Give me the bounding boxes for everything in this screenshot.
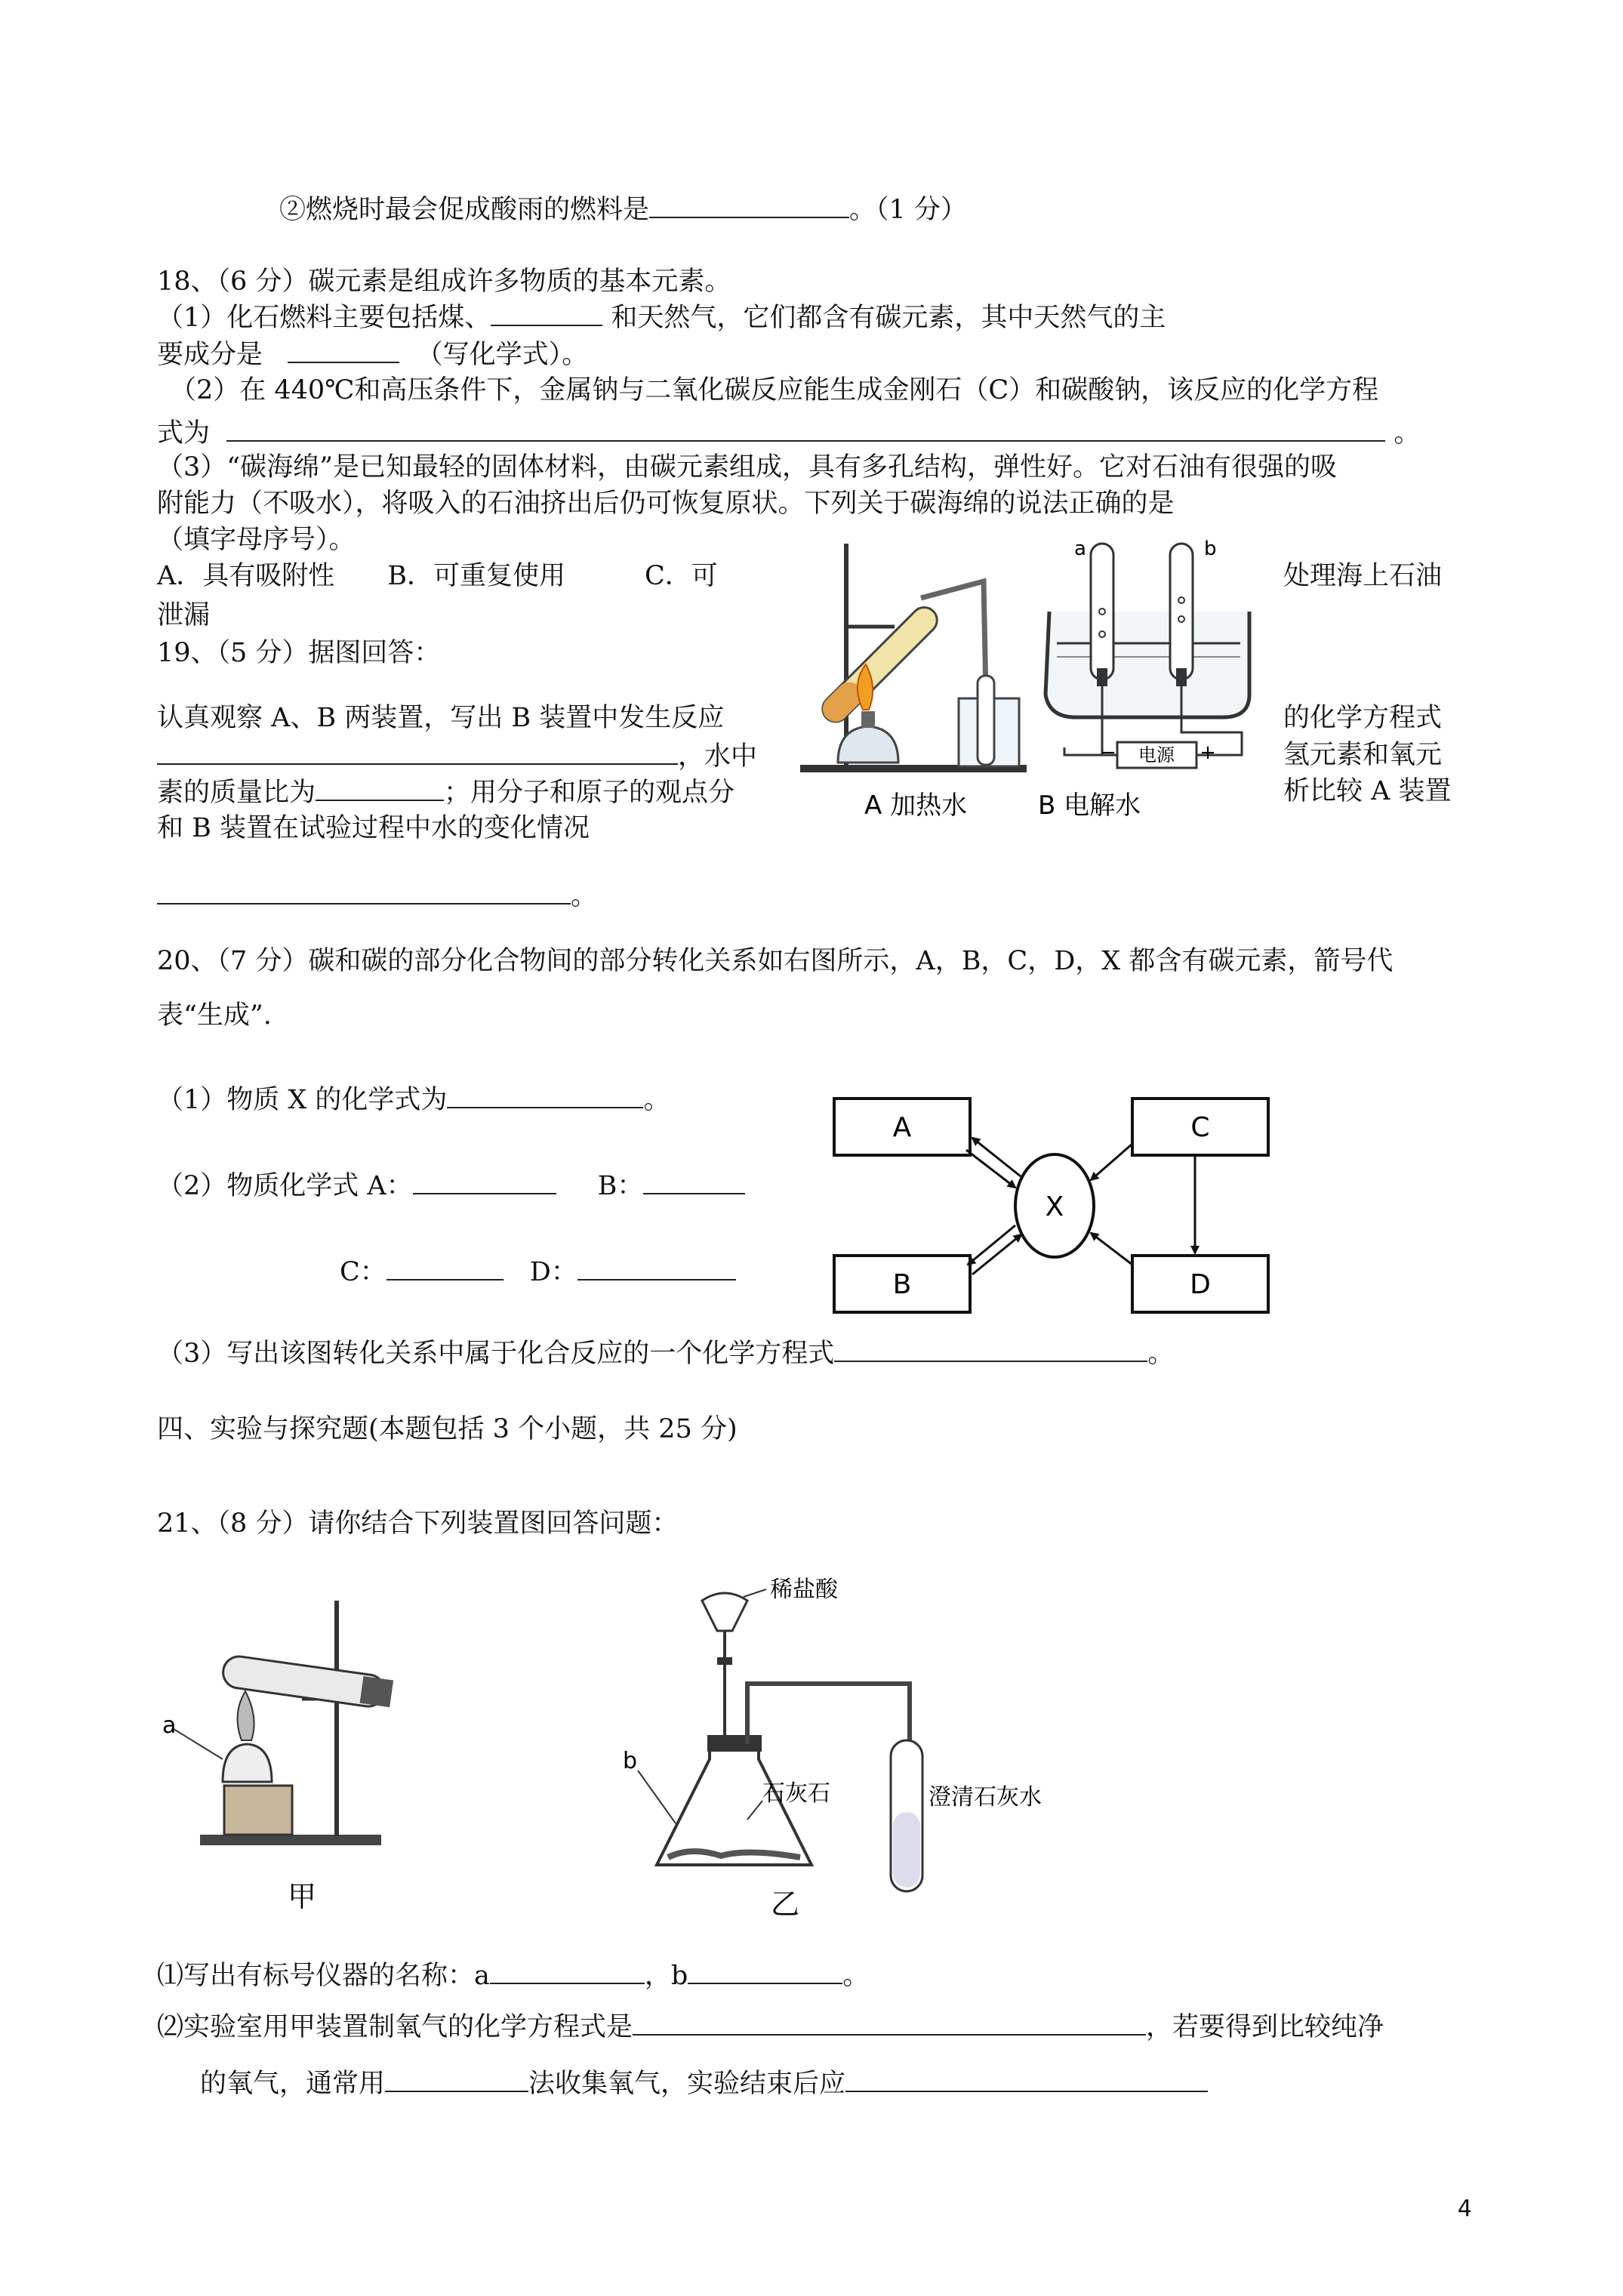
q21-p2-text: ⑵实验室用甲装置制氧气的化学方程式是: [157, 2012, 633, 2042]
answer-blank[interactable]: [633, 2008, 1146, 2036]
q20-p2-row2: [340, 1253, 736, 1290]
label-limewater: 澄清石灰水: [929, 1784, 1042, 1811]
power-plus-label: +: [1200, 741, 1216, 764]
q19-header: 19、（5 分）据图回答：: [157, 638, 441, 668]
q21-p2-text3: 的氧气，通常用: [200, 2069, 386, 2099]
electrolysis-apparatus-figure: [1046, 538, 1249, 768]
page-number: 4: [1457, 2196, 1472, 2222]
answer-blank[interactable]: [387, 1253, 504, 1281]
q18-p1-text4: （写化学式）。: [416, 340, 589, 370]
q21-p1: [157, 1957, 869, 1993]
node-x-label: X: [1045, 1191, 1064, 1222]
label-a: a: [162, 1712, 177, 1739]
conversion-diagram: [830, 1091, 1276, 1321]
q20-p2-text: （2）物质化学式 A：: [157, 1171, 413, 1201]
q19-line5: [157, 877, 597, 914]
q18-options-right: 处理海上石油: [1283, 561, 1443, 591]
arrow-d-to-x: [1091, 1233, 1132, 1265]
tube-b-label: b: [1204, 538, 1217, 560]
q17-item2: [279, 191, 967, 227]
q18-p1-text: （1）化石燃料主要包括煤、: [157, 303, 491, 333]
caption-yi: 乙: [770, 1888, 800, 1921]
q20-p3-end: 。: [1147, 1339, 1175, 1369]
answer-blank[interactable]: [157, 877, 571, 905]
answer-blank[interactable]: [385, 2065, 528, 2092]
q20-p2-label-d: D：: [529, 1257, 577, 1287]
q19-line1: 认真观察 A、B 两装置，写出 B 装置中发生反应: [157, 703, 725, 733]
answer-blank[interactable]: [157, 738, 678, 765]
q19-line3-text: 素的质量比为: [157, 778, 316, 808]
tube-a-label: a: [1074, 538, 1086, 560]
q21-p2-row2: [200, 2065, 1208, 2101]
q19-line3: [157, 774, 735, 810]
q21-p1-text: ⑴写出有标号仪器的名称：a: [157, 1961, 490, 1991]
answer-blank[interactable]: [447, 1081, 643, 1108]
caption-jia: 甲: [287, 1880, 317, 1913]
q18-options-cont: 泄漏: [157, 600, 211, 630]
q19-line3-text2: ；用分子和原子的观点分: [444, 778, 735, 808]
q18-p2-line1: （2）在 440℃和高压条件下，金属钠与二氧化碳反应能生成金刚石（C）和碳酸钠，该反应的化学方程: [170, 375, 1379, 405]
q17-item2-end: 。（1 分）: [849, 195, 967, 225]
q19-line5-end: 。: [571, 881, 598, 911]
arrow-a-to-x: [966, 1150, 1015, 1188]
q19-line4: 和 B 装置在试验过程中水的变化情况: [157, 813, 590, 843]
q20-p2-label-c: C：: [340, 1257, 387, 1287]
power-minus-label: −: [1100, 741, 1116, 764]
q18-p2-text: 式为: [157, 418, 219, 448]
q20-p2-label-b: B：: [597, 1171, 644, 1201]
q18-p2-line2: [157, 415, 1420, 451]
q18-p3-line2: 附能力（不吸水），将吸入的石油挤出后仍可恢复原状。下列关于碳海绵的说法正确的是: [157, 488, 1175, 519]
section-4-heading: 四、实验与探究题(本题包括 3 个小题，共 25 分): [157, 1414, 738, 1444]
q18-p1-text3: 要成分是: [157, 340, 272, 370]
q20-p2: [157, 1167, 745, 1203]
q21-header: 21、（8 分）请你结合下列装置图回答问题：: [157, 1509, 679, 1539]
q20-p3: [157, 1335, 1174, 1371]
q21-p2-text2: ，若要得到比较纯净: [1146, 2012, 1384, 2042]
q19-figure: [796, 529, 1272, 831]
power-label: 电源: [1138, 744, 1175, 766]
figure-a-caption: A 加热水: [864, 791, 968, 821]
q18-p3-line3: （填字母序号）。: [157, 525, 356, 555]
node-c-label: C: [1190, 1112, 1210, 1143]
q20-p3-text: （3）写出该图转化关系中属于化合反应的一个化学方程式: [157, 1339, 835, 1369]
label-limestone: 石灰石: [762, 1780, 830, 1807]
answer-blank[interactable]: [413, 1167, 556, 1194]
label-b: b: [623, 1748, 638, 1774]
q18-header: 18、（6 分）碳元素是组成许多物质的基本元素。: [157, 267, 731, 297]
q21-p2-text4: 法收集氧气，实验结束后应: [528, 2069, 846, 2099]
q21-p1-text2: ，b: [644, 1961, 688, 1991]
q19-line2-text: ，水中: [678, 741, 758, 772]
q18-p1-line1: [157, 299, 1166, 335]
arrow-x-to-a: [972, 1138, 1021, 1176]
q19-line2: [157, 738, 757, 774]
answer-blank[interactable]: [577, 1253, 736, 1281]
answer-blank[interactable]: [491, 299, 602, 326]
q20-p1: [157, 1081, 670, 1117]
q20-p1-end: 。: [643, 1085, 670, 1115]
node-b-label: B: [892, 1269, 912, 1300]
q21-figure: [162, 1570, 1042, 1925]
node-d-label: D: [1190, 1269, 1211, 1300]
answer-blank[interactable]: [316, 774, 444, 801]
q20-header-1: 20、（7 分）碳和碳的部分化合物间的部分转化关系如右图所示，A，B，C，D，X 都含有碳元素，箭号代: [157, 946, 1394, 976]
q18-p1-line2: [157, 336, 588, 372]
apparatus-jia-figure: [162, 1601, 394, 1913]
q19-line3-right: 析比较 A 装置: [1283, 776, 1452, 806]
q18-p2-end: 。: [1394, 418, 1421, 448]
q17-item2-text: ②燃烧时最会促成酸雨的燃料是: [279, 195, 650, 225]
answer-blank[interactable]: [688, 1957, 842, 1984]
q21-p2: [157, 2008, 1384, 2045]
q18-p1-text2: 和天然气，它们都含有碳元素，其中天然气的主: [602, 303, 1166, 333]
answer-blank[interactable]: [643, 1167, 745, 1194]
label-hydrochloric-acid: 稀盐酸: [770, 1576, 838, 1603]
arrow-c-to-x: [1091, 1144, 1132, 1180]
answer-blank[interactable]: [226, 415, 1385, 442]
node-a-label: A: [892, 1112, 912, 1143]
answer-blank[interactable]: [834, 1335, 1147, 1362]
apparatus-yi-figure: [623, 1576, 1042, 1921]
q21-p1-end: 。: [842, 1961, 870, 1991]
q18-options: A．具有吸附性 B．可重复使用 C．可: [157, 561, 718, 591]
q19-line2-right: 氢元素和氧元: [1283, 740, 1443, 770]
figure-b-caption: B 电解水: [1038, 791, 1141, 821]
answer-blank[interactable]: [490, 1957, 645, 1984]
heating-apparatus-figure: [800, 544, 1027, 772]
answer-blank[interactable]: [649, 191, 849, 218]
answer-blank[interactable]: [288, 336, 399, 363]
q18-p3-line1: （3）“碳海绵”是已知最轻的固体材料，由碳元素组成，具有多孔结构，弹性好。它对石油有很强的吸: [157, 452, 1338, 482]
answer-blank[interactable]: [845, 2065, 1208, 2092]
q19-line1-right: 的化学方程式: [1283, 703, 1443, 733]
q20-header-2: 表“生成”.: [157, 1000, 272, 1031]
q20-p1-text: （1）物质 X 的化学式为: [157, 1085, 448, 1115]
